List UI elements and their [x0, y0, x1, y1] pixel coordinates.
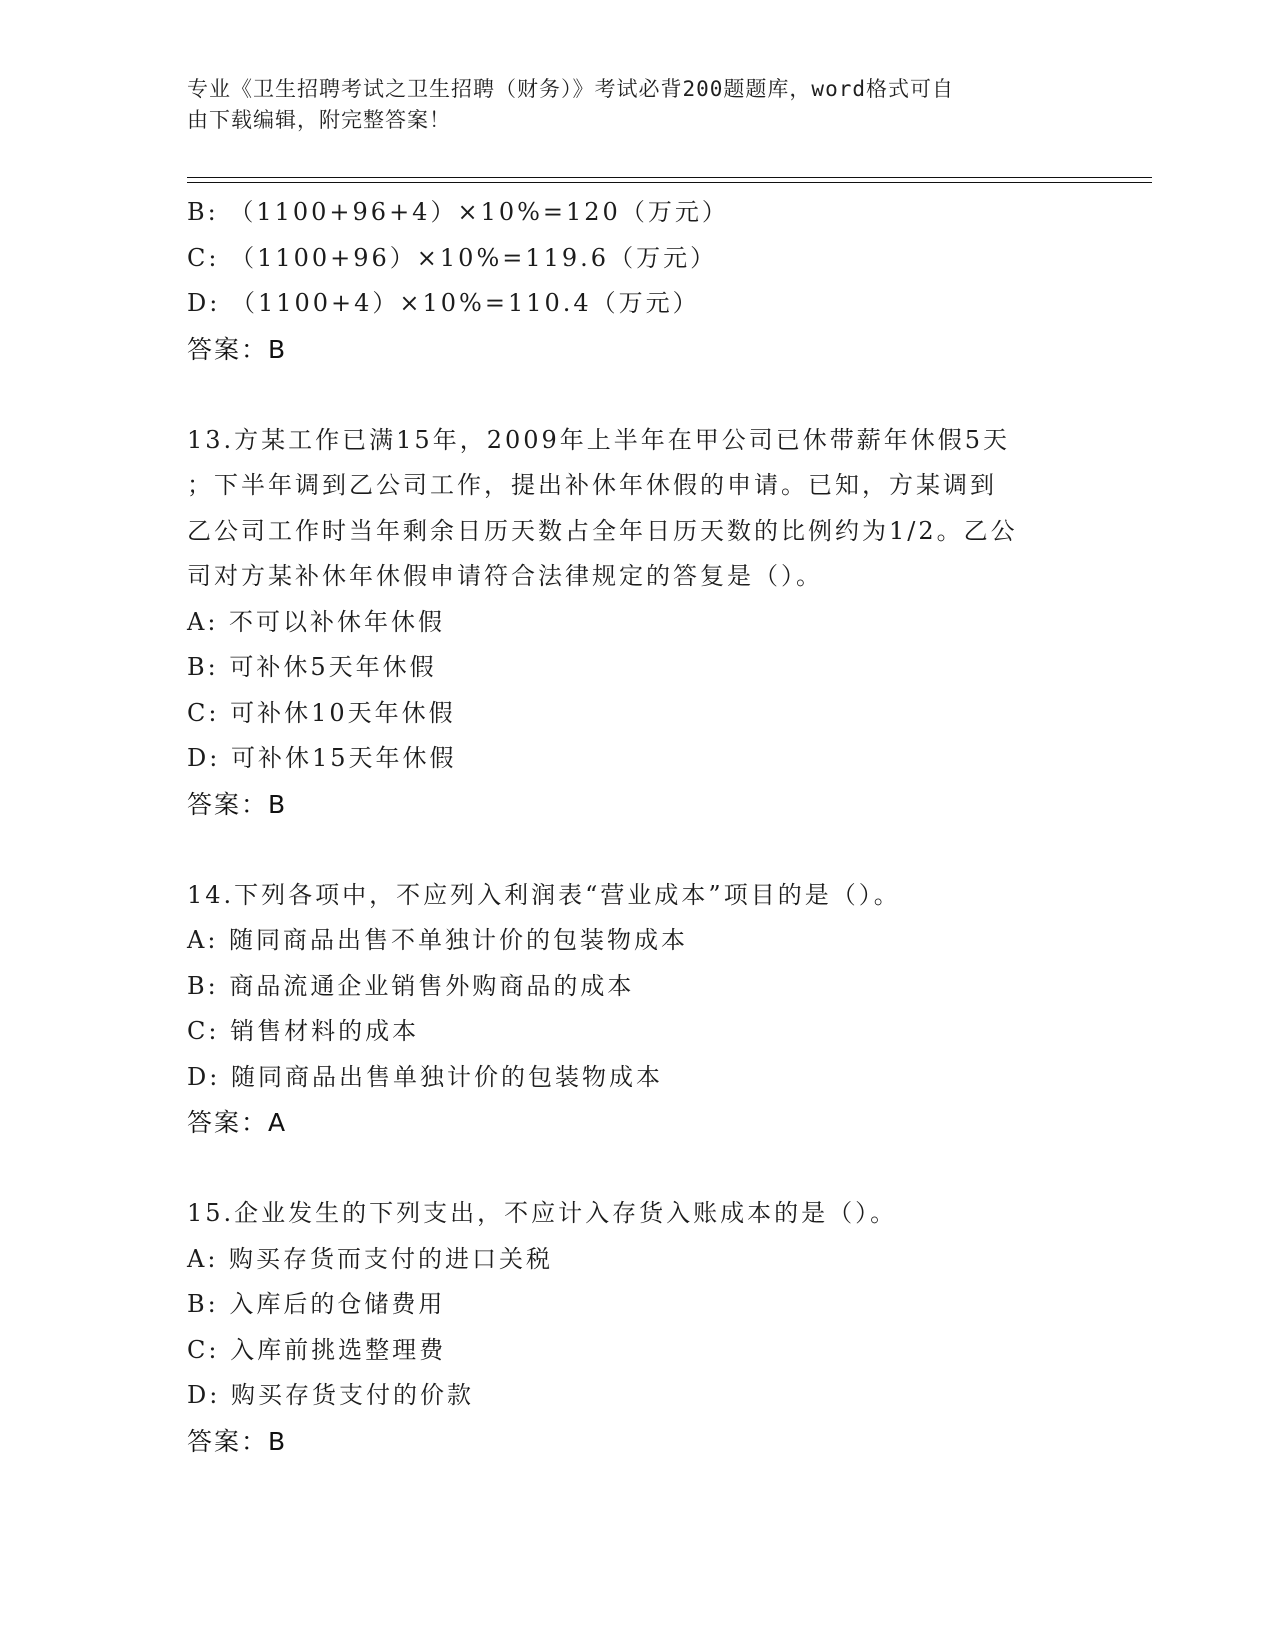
- option-c: C: 销售材料的成本: [187, 1017, 420, 1045]
- question-14: [187, 873, 1087, 1146]
- header-line-1: 专业《卫生招聘考试之卫生招聘（财务）》考试必背200题题库，word格式可自: [187, 77, 954, 101]
- question-text-line: 14.下列各项中，不应列入利润表“营业成本”项目的是（）。: [187, 880, 901, 909]
- option-b: B: 可补休5天年休假: [187, 653, 437, 681]
- question-text-line: ；下半年调到乙公司工作，提出补休年休假的申请。已知，方某调到: [187, 471, 997, 499]
- document-body: [187, 190, 1087, 1464]
- question-13: [187, 418, 1087, 828]
- header-line-2: 由下载编辑，附完整答案！: [187, 108, 451, 132]
- option-d: D: 可补休15天年休假: [187, 744, 457, 772]
- question-text-line: 乙公司工作时当年剩余日历天数占全年日历天数的比例约为1/2。乙公: [187, 516, 1018, 545]
- header-rule-bottom: [187, 182, 1152, 183]
- question-12-continued: [187, 190, 1087, 372]
- answer-line: 答案：B: [187, 1426, 288, 1456]
- header-rule-top: [187, 177, 1152, 178]
- spacer: [187, 1146, 1087, 1192]
- question-text-line: 司对方某补休年休假申请符合法律规定的答复是（）。: [187, 562, 823, 590]
- option-c: C: 入库前挑选整理费: [187, 1335, 447, 1364]
- spacer: [187, 372, 1087, 418]
- question-text-line: 13.方某工作已满15年，2009年上半年在甲公司已休带薪年休假5天: [187, 425, 1011, 454]
- spacer: [187, 827, 1087, 873]
- answer-line: 答案：B: [187, 334, 288, 364]
- option-a: A: 购买存货而支付的进口关税: [187, 1244, 554, 1273]
- option-d: D: 随同商品出售单独计价的包装物成本: [187, 1062, 663, 1091]
- option-d: D: 购买存货支付的价款: [187, 1381, 474, 1409]
- option-a: A: 不可以补休年休假: [187, 607, 446, 636]
- option-c: C: 可补休10天年休假: [187, 698, 456, 727]
- answer-line: 答案：B: [187, 789, 288, 819]
- option-a: A: 随同商品出售不单独计价的包装物成本: [187, 926, 689, 954]
- question-15: [187, 1191, 1087, 1464]
- question-text-line: 15.企业发生的下列支出，不应计入存货入账成本的是（）。: [187, 1199, 898, 1227]
- option-c: C: （1100+96）×10%=119.6（万元）: [187, 243, 718, 272]
- option-b: B: （1100+96+4）×10%=120（万元）: [187, 198, 729, 226]
- answer-line: 答案：A: [187, 1108, 288, 1137]
- option-b: B: 商品流通企业销售外购商品的成本: [187, 971, 635, 1000]
- option-d: D: （1100+4）×10%=110.4（万元）: [187, 289, 700, 317]
- option-b: B: 入库后的仓储费用: [187, 1290, 446, 1318]
- document-header: [187, 74, 1067, 136]
